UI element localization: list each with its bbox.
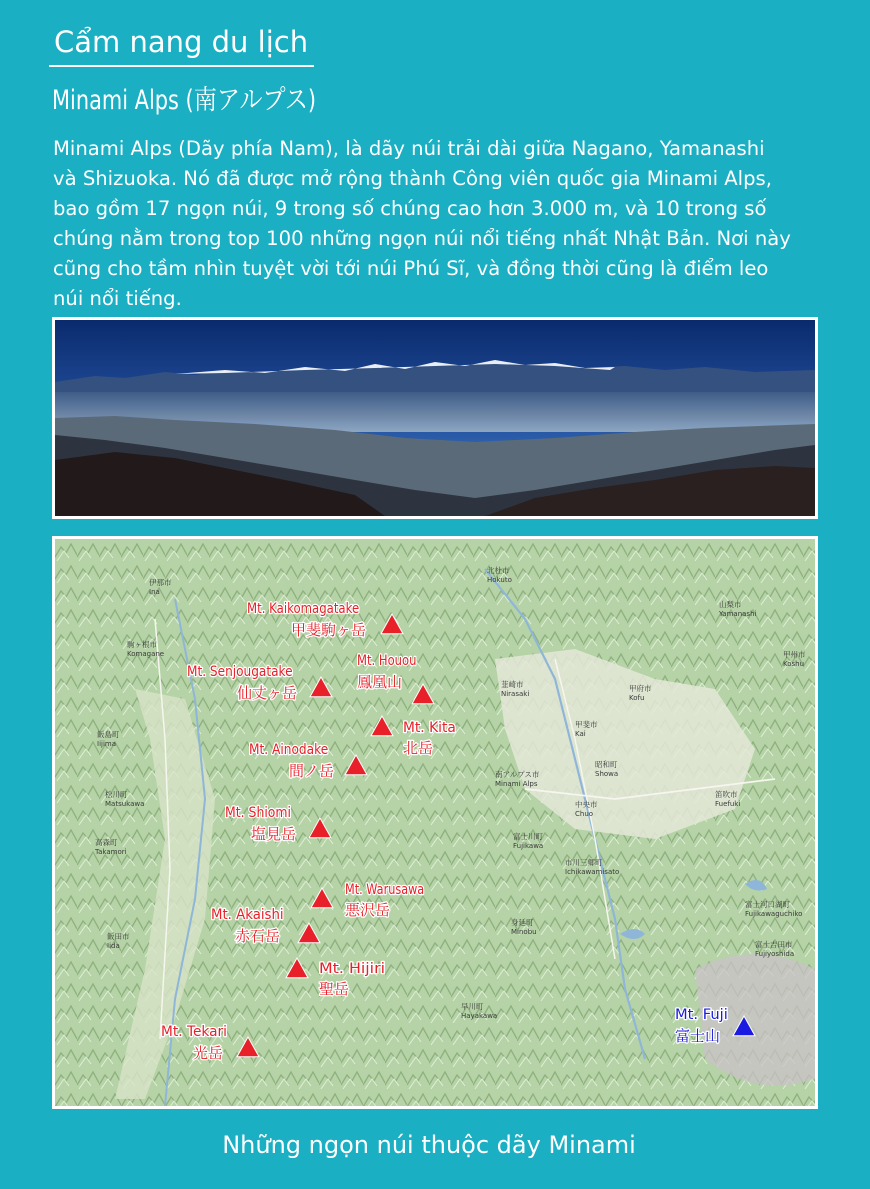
town-name-en: Koshu (783, 660, 805, 668)
town-name-jp: 飯島町 (97, 730, 120, 739)
intro-paragraph: Minami Alps (Dãy phía Nam), là dãy núi trải dài giữa Nagano, Yamanashi và Shizuoka. Nó đã được mở rộng thành Công viên quốc gia Minami Alps, bao gồm 17 ngọn núi, 9 trong số chúng cao hơn 3.000 m, và 10 trong số chúng nằm trong top 100 những ngọn núi nổi tiếng nhất Nhật Bản. Nơi này cũng cho tầm nhìn tuyệt vời tới núi Phú Sĩ, và đồng thời cũng là điểm leo núi nổi tiếng. (53, 137, 791, 310)
peak-name-jp: 光岳 (193, 1044, 224, 1062)
title-underline (49, 65, 314, 67)
peak-name-en: Mt. Warusawa (345, 882, 425, 898)
town-name-en: Nirasaki (501, 690, 530, 698)
town-name-en: Matsukawa (105, 800, 145, 808)
page-subtitle: Minami Alps (南アルプス) (52, 85, 317, 116)
peak-name-jp: 甲斐駒ヶ岳 (291, 621, 367, 639)
town-name-jp: 甲府市 (629, 684, 652, 693)
town-name-en: Minobu (511, 928, 537, 936)
town-name-en: Iijima (97, 740, 117, 748)
peak-name-jp: 赤石岳 (235, 927, 281, 945)
peak-name-en: Mt. Fuji (675, 1007, 728, 1023)
town-name-en: Ina (149, 588, 160, 596)
town-name-jp: 甲斐市 (575, 720, 598, 729)
peak-name-en: Mt. Ainodake (249, 742, 329, 758)
town-name-en: Hokuto (487, 576, 512, 584)
town-name-jp: 市川三郷町 (565, 858, 603, 867)
town-name-en: Kofu (629, 694, 645, 702)
town-name-jp: 中央市 (575, 800, 598, 809)
town-name-en: Ichikawamisato (565, 868, 620, 876)
peak-name-jp: 聖岳 (319, 980, 350, 998)
town-label (595, 759, 618, 778)
peak-name-en: Mt. Houou (357, 653, 417, 669)
town-name-jp: 山梨市 (719, 600, 742, 609)
town-name-en: Fuefuki (715, 800, 741, 808)
peak-name-jp: 間ノ岳 (289, 762, 335, 780)
town-label (513, 831, 543, 850)
town-name-en: Showa (595, 770, 619, 778)
town-label (511, 917, 537, 936)
town-label (755, 939, 794, 958)
town-name-jp: 富士河口湖町 (745, 900, 790, 909)
peak-name-jp: 塩見岳 (251, 825, 297, 843)
town-label (487, 565, 512, 584)
peak-name-jp: 鳳凰山 (357, 673, 403, 691)
guide-title: Cẩm nang du lịch (54, 25, 309, 59)
map-caption: Những ngọn núi thuộc dãy Minami (222, 1131, 636, 1159)
town-name-jp: 伊那市 (149, 578, 172, 587)
town-name-en: Minami Alps (495, 780, 538, 788)
town-name-jp: 早川町 (461, 1002, 484, 1011)
town-name-jp: 韮崎市 (501, 680, 524, 689)
town-name-jp: 甲州市 (783, 650, 806, 659)
peak-name-jp: 悪沢岳 (345, 901, 391, 919)
town-name-jp: 松川町 (105, 790, 128, 799)
town-name-en: Iida (107, 942, 120, 950)
town-name-jp: 高森町 (95, 838, 118, 847)
minami-alps-map (52, 536, 818, 1109)
peak-name-jp: 仙丈ヶ岳 (237, 684, 298, 702)
town-name-jp: 駒ヶ根市 (127, 640, 157, 649)
peak-name-en: Mt. Kita (403, 720, 456, 736)
peak-name-jp: 北岳 (403, 739, 434, 757)
peak-name-en: Mt. Hijiri (319, 961, 385, 977)
town-name-jp: 北杜市 (487, 566, 510, 575)
peak-name-jp: 富士山 (675, 1027, 721, 1045)
town-name-en: Chuo (575, 810, 594, 818)
town-name-jp: 身延町 (511, 918, 534, 927)
town-name-en: Komagane (127, 650, 165, 658)
town-name-en: Fujikawa (513, 842, 544, 850)
town-name-jp: 富士川町 (513, 832, 543, 841)
peak-name-en: Mt. Shiomi (225, 805, 291, 821)
town-name-en: Takamori (95, 848, 127, 856)
town-name-jp: 昭和町 (595, 760, 618, 769)
peak-name-en: Mt. Tekari (161, 1024, 227, 1040)
town-name-jp: 南アルプス市 (495, 770, 540, 779)
peak-name-en: Mt. Senjougatake (187, 664, 293, 680)
town-name-en: Yamanashi (719, 610, 757, 618)
town-name-jp: 笛吹市 (715, 790, 738, 799)
peak-name-en: Mt. Akaishi (211, 907, 284, 923)
town-label (783, 649, 806, 668)
town-name-jp: 飯田市 (107, 932, 130, 941)
town-name-jp: 富士吉田市 (755, 940, 793, 949)
town-label (495, 769, 540, 788)
mountain-panorama-photo (52, 317, 818, 519)
town-label (715, 789, 740, 808)
town-name-en: Kai (575, 730, 586, 738)
peak-name-en: Mt. Kaikomagatake (247, 601, 360, 617)
town-name-en: Hayakawa (461, 1012, 498, 1020)
town-name-en: Fujiyoshida (755, 950, 795, 958)
town-name-en: Fujikawaguchiko (745, 910, 803, 918)
